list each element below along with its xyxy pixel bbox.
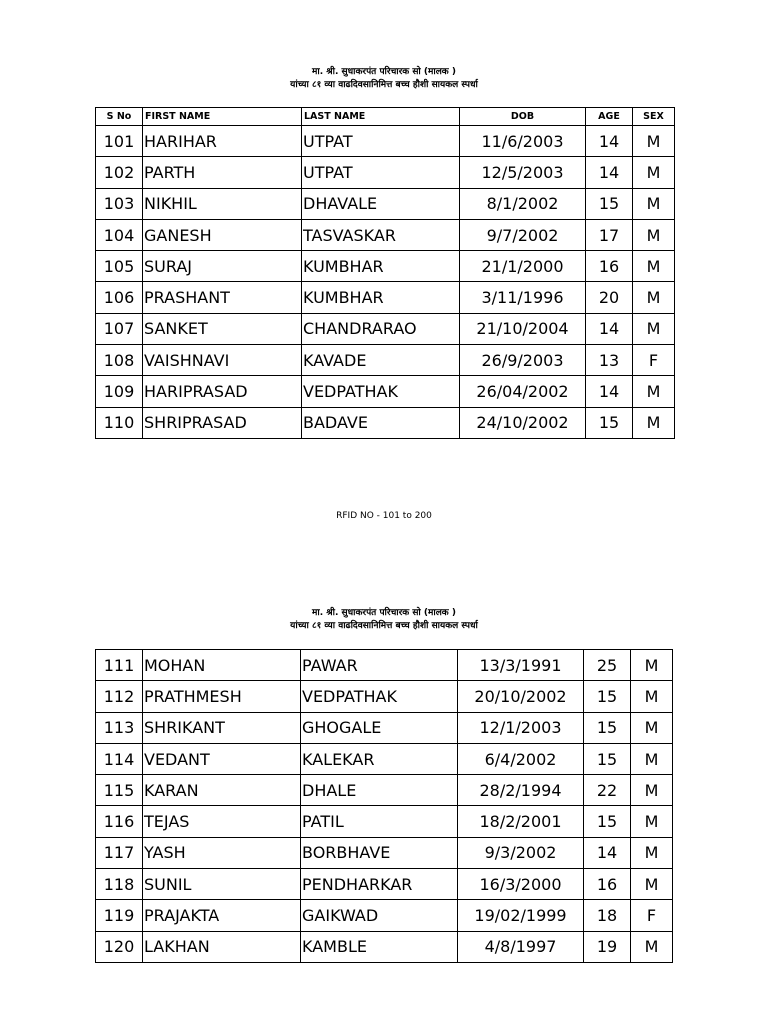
cell-dob: 20/10/2002 (458, 681, 584, 712)
cell-sno: 107 (96, 313, 143, 344)
cell-first-name: SANKET (143, 313, 302, 344)
cell-age: 15 (586, 188, 633, 219)
cell-age: 16 (586, 251, 633, 282)
cell-dob: 4/8/1997 (458, 931, 584, 962)
table-row (96, 157, 675, 188)
cell-sex: M (631, 869, 673, 900)
cell-last-name: TASVASKAR (302, 219, 460, 250)
table-row (96, 743, 673, 774)
cell-dob: 24/10/2002 (460, 407, 586, 438)
cell-sex: M (633, 157, 675, 188)
cell-sno: 117 (96, 837, 143, 868)
col-sex-header: SEX (633, 108, 675, 126)
cell-first-name: MOHAN (143, 650, 301, 681)
cell-dob: 9/7/2002 (460, 219, 586, 250)
cell-sno: 119 (96, 900, 143, 931)
table-row (96, 251, 675, 282)
participants-table-1 (95, 107, 675, 439)
cell-dob: 26/04/2002 (460, 376, 586, 407)
col-sno-header: S No (96, 108, 143, 126)
cell-sno: 105 (96, 251, 143, 282)
cell-age: 25 (584, 650, 631, 681)
cell-first-name: PRATHMESH (143, 681, 301, 712)
cell-age: 15 (584, 681, 631, 712)
table-row (96, 407, 675, 438)
cell-sex: M (633, 126, 675, 157)
cell-sex: M (633, 282, 675, 313)
table-row (96, 219, 675, 250)
cell-first-name: VAISHNAVI (143, 345, 302, 376)
cell-age: 22 (584, 775, 631, 806)
cell-dob: 9/3/2002 (458, 837, 584, 868)
table-header-row (96, 108, 675, 126)
cell-dob: 12/5/2003 (460, 157, 586, 188)
cell-last-name: GHOGALE (301, 712, 458, 743)
table-row (96, 712, 673, 743)
cell-age: 14 (586, 126, 633, 157)
cell-sno: 112 (96, 681, 143, 712)
cell-first-name: TEJAS (143, 806, 301, 837)
cell-dob: 19/02/1999 (458, 900, 584, 931)
table-row (96, 775, 673, 806)
table-row (96, 681, 673, 712)
cell-last-name: PENDHARKAR (301, 869, 458, 900)
cell-last-name: BADAVE (302, 407, 460, 438)
cell-last-name: KALEKAR (301, 743, 458, 774)
table-row (96, 869, 673, 900)
cell-sno: 102 (96, 157, 143, 188)
cell-last-name: KAVADE (302, 345, 460, 376)
col-age-header: AGE (586, 108, 633, 126)
cell-age: 16 (584, 869, 631, 900)
cell-first-name: LAKHAN (143, 931, 301, 962)
table-body-1 (96, 126, 675, 439)
cell-first-name: NIKHIL (143, 188, 302, 219)
table-row (96, 900, 673, 931)
cell-first-name: GANESH (143, 219, 302, 250)
cell-dob: 3/11/1996 (460, 282, 586, 313)
cell-sex: F (633, 345, 675, 376)
cell-first-name: KARAN (143, 775, 301, 806)
cell-last-name: DHAVALE (302, 188, 460, 219)
col-first-name-header: FIRST NAME (143, 108, 302, 126)
cell-age: 15 (584, 743, 631, 774)
cell-sex: F (631, 900, 673, 931)
cell-dob: 8/1/2002 (460, 188, 586, 219)
cell-sno: 111 (96, 650, 143, 681)
cell-last-name: KUMBHAR (302, 251, 460, 282)
heading-line-2: यांच्या ८१ व्या वाढदिवसानिमित्त बच्च हौशी सायकल स्पर्धा (290, 80, 478, 90)
cell-last-name: CHANDRARAO (302, 313, 460, 344)
cell-sno: 103 (96, 188, 143, 219)
cell-age: 14 (586, 376, 633, 407)
cell-first-name: VEDANT (143, 743, 301, 774)
cell-dob: 6/4/2002 (458, 743, 584, 774)
cell-sex: M (631, 743, 673, 774)
cell-sex: M (631, 775, 673, 806)
heading-line-1: मा. श्री. सुधाकरपंत परिचारक सो (मालक ) (312, 608, 456, 618)
cell-first-name: HARIPRASAD (143, 376, 302, 407)
cell-last-name: KUMBHAR (302, 282, 460, 313)
cell-first-name: PARTH (143, 157, 302, 188)
cell-sno: 116 (96, 806, 143, 837)
rfid-range-note: RFID NO - 101 to 200 (336, 511, 432, 521)
table-row (96, 650, 673, 681)
cell-age: 14 (584, 837, 631, 868)
cell-first-name: SHRIPRASAD (143, 407, 302, 438)
cell-sno: 104 (96, 219, 143, 250)
table-row (96, 376, 675, 407)
section2-heading (0, 607, 768, 633)
participants-table-2 (95, 649, 673, 963)
cell-age: 15 (584, 712, 631, 743)
cell-last-name: VEDPATHAK (302, 376, 460, 407)
cell-dob: 13/3/1991 (458, 650, 584, 681)
cell-dob: 12/1/2003 (458, 712, 584, 743)
cell-sex: M (633, 251, 675, 282)
cell-sno: 108 (96, 345, 143, 376)
cell-first-name: PRASHANT (143, 282, 302, 313)
cell-last-name: VEDPATHAK (301, 681, 458, 712)
cell-last-name: UTPAT (302, 126, 460, 157)
cell-sno: 106 (96, 282, 143, 313)
cell-sex: M (631, 650, 673, 681)
cell-dob: 18/2/2001 (458, 806, 584, 837)
cell-sno: 120 (96, 931, 143, 962)
cell-dob: 21/1/2000 (460, 251, 586, 282)
cell-age: 14 (586, 157, 633, 188)
cell-sex: M (633, 376, 675, 407)
cell-sex: M (631, 712, 673, 743)
cell-sex: M (633, 219, 675, 250)
table-row (96, 806, 673, 837)
cell-sno: 114 (96, 743, 143, 774)
cell-sno: 118 (96, 869, 143, 900)
cell-sno: 110 (96, 407, 143, 438)
cell-last-name: BORBHAVE (301, 837, 458, 868)
cell-sex: M (633, 407, 675, 438)
cell-sex: M (633, 313, 675, 344)
cell-last-name: DHALE (301, 775, 458, 806)
section1-heading (0, 66, 768, 92)
cell-dob: 21/10/2004 (460, 313, 586, 344)
cell-dob: 26/9/2003 (460, 345, 586, 376)
table-row (96, 282, 675, 313)
cell-sex: M (631, 837, 673, 868)
cell-age: 15 (586, 407, 633, 438)
cell-sno: 113 (96, 712, 143, 743)
cell-age: 19 (584, 931, 631, 962)
cell-age: 18 (584, 900, 631, 931)
cell-first-name: SURAJ (143, 251, 302, 282)
cell-last-name: PATIL (301, 806, 458, 837)
cell-sex: M (633, 188, 675, 219)
cell-sno: 101 (96, 126, 143, 157)
cell-age: 13 (586, 345, 633, 376)
col-last-name-header: LAST NAME (302, 108, 460, 126)
cell-age: 14 (586, 313, 633, 344)
cell-first-name: HARIHAR (143, 126, 302, 157)
table-row (96, 188, 675, 219)
table-row (96, 313, 675, 344)
table-row (96, 837, 673, 868)
cell-age: 20 (586, 282, 633, 313)
table-row (96, 126, 675, 157)
cell-sex: M (631, 681, 673, 712)
cell-last-name: GAIKWAD (301, 900, 458, 931)
cell-dob: 28/2/1994 (458, 775, 584, 806)
cell-last-name: PAWAR (301, 650, 458, 681)
table-row (96, 345, 675, 376)
heading-line-1: मा. श्री. सुधाकरपंत परिचारक सो (मालक ) (312, 67, 456, 77)
cell-last-name: UTPAT (302, 157, 460, 188)
cell-first-name: SHRIKANT (143, 712, 301, 743)
cell-age: 17 (586, 219, 633, 250)
cell-last-name: KAMBLE (301, 931, 458, 962)
cell-sno: 115 (96, 775, 143, 806)
cell-dob: 16/3/2000 (458, 869, 584, 900)
table-row (96, 931, 673, 962)
cell-sex: M (631, 806, 673, 837)
col-dob-header: DOB (460, 108, 586, 126)
cell-first-name: YASH (143, 837, 301, 868)
cell-sno: 109 (96, 376, 143, 407)
cell-first-name: PRAJAKTA (143, 900, 301, 931)
cell-first-name: SUNIL (143, 869, 301, 900)
heading-line-2: यांच्या ८१ व्या वाढदिवसानिमित्त बच्च हौशी सायकल स्पर्धा (290, 621, 478, 631)
cell-sex: M (631, 931, 673, 962)
cell-dob: 11/6/2003 (460, 126, 586, 157)
table-body-2 (96, 650, 673, 963)
cell-age: 15 (584, 806, 631, 837)
